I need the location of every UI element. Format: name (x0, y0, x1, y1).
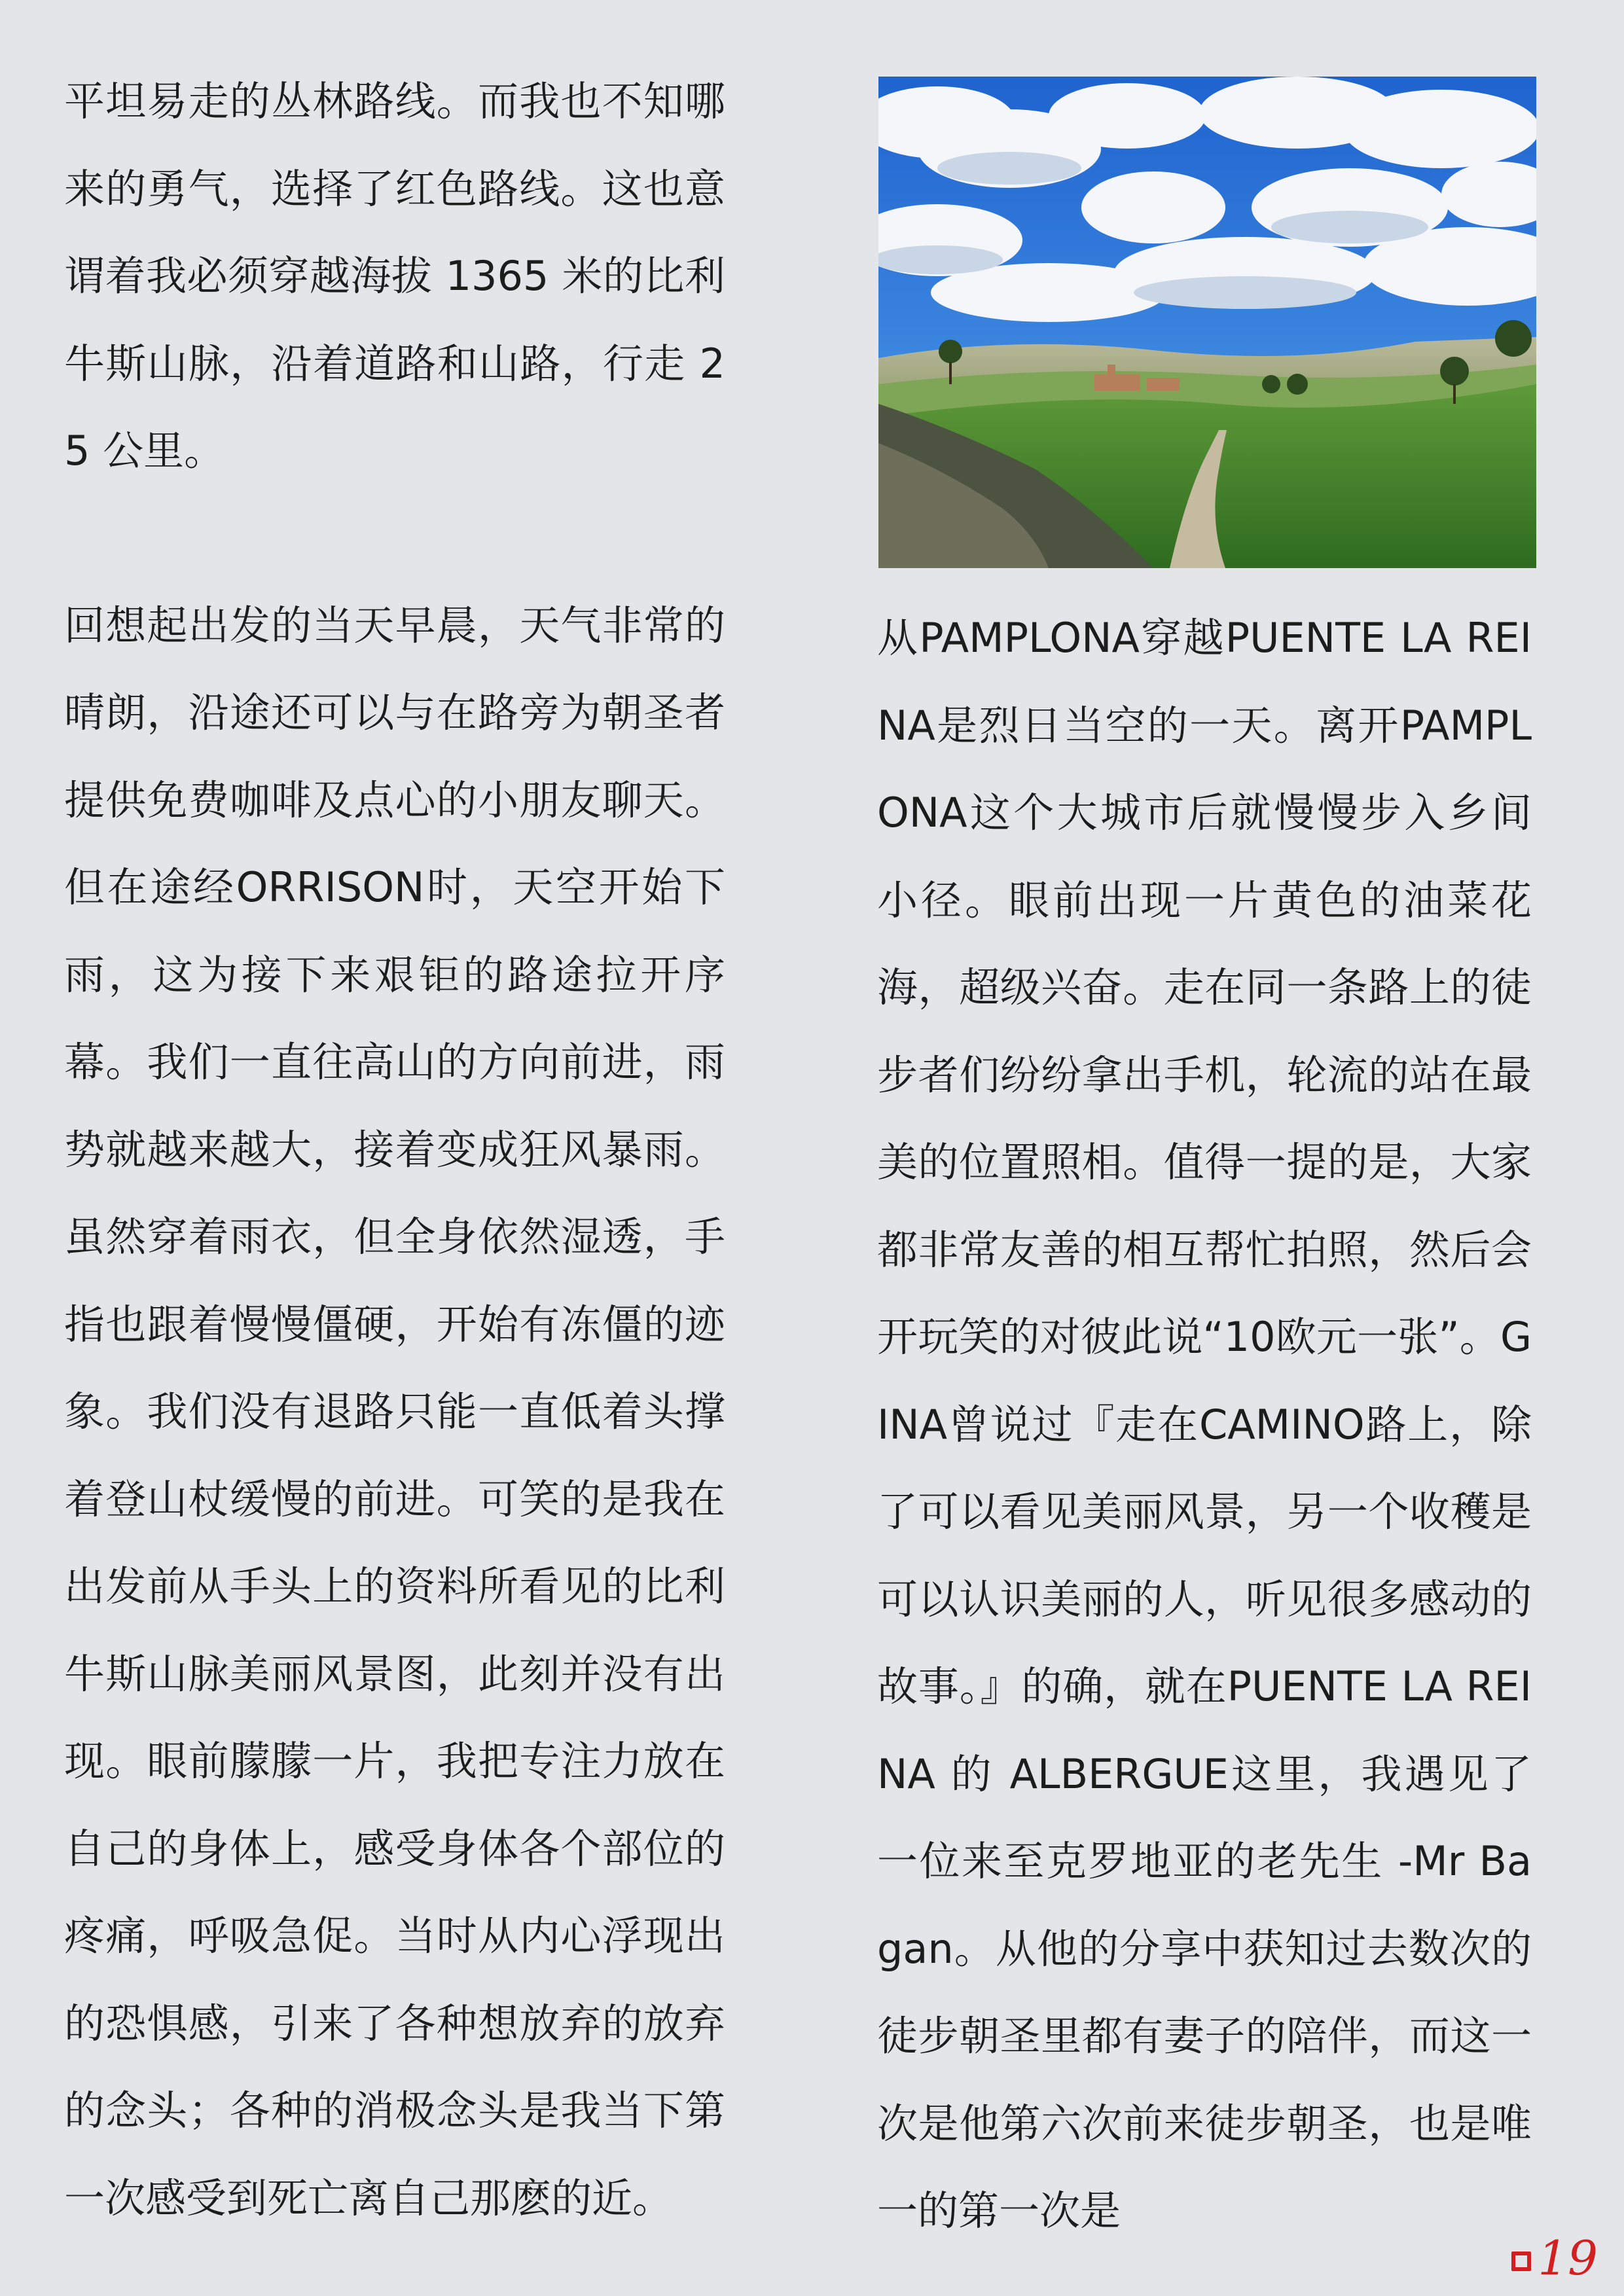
right-paragraph-1: 从PAMPLONA穿越PUENTE LA REINA是烈日当空的一天。离开PAMPLONA这个大城市后就慢慢步入乡间小径。眼前出现一片黄色的油菜花海，超级兴奋。走在同一条路上的徒步者们纷纷拿出手机，轮流的站在最美的位置照相。值得一提的是，大家都非常友善的相互帮忙拍照，然后会开玩笑的对彼此说“10欧元一张”。GINA曾说过『走在CAMINO路上，除了可以看见美丽风景，另一个收穫是可以认识美丽的人，听见很多感动的故事。』的确，就在PUENTE LA REINA 的 ALBERGUE这里，我遇见了一位来至克罗地亚的老先生 -Mr Bagan。从他的分享中获知过去数次的徒步朝圣里都有妻子的陪伴，而这一次是他第六次前来徒步朝圣，也是唯一的第一次是 (877, 614, 1532, 2234)
page-marker-icon (1511, 2251, 1531, 2271)
left-paragraph-2: 回想起出发的当天早晨，天气非常的晴朗，沿途还可以与在路旁为朝圣者提供免费咖啡及点心的小朋友聊天。但在途经ORRISON时，天空开始下雨，这为接下来艰钜的路途拉开序幕。我们一直往高山的方向前进，雨势就越来越大，接着变成狂风暴雨。虽然穿着雨衣，但全身依然湿透，手指也跟着慢慢僵硬，开始有冻僵的迹象。我们没有退路只能一直低着头撑着登山杖缓慢的前进。可笑的是我在出发前从手头上的资料所看见的比利牛斯山脉美丽风景图，此刻并没有出现。眼前朦朦一片，我把专注力放在自己的身体上，感受身体各个部位的疼痛，呼吸急促。当时从内心浮现出的恐惧感，引来了各种想放弃的放弃的念头；各种的消极念头是我当下第一次感受到死亡离自己那麽的近。 (64, 601, 725, 2222)
left-paragraph-1: 平坦易走的丛林路线。而我也不知哪来的勇气，选择了红色路线。这也意谓着我必须穿越海拔 1365 米的比利牛斯山脉，沿着道路和山路，行走 25 公里。 (64, 77, 725, 475)
right-column (877, 594, 1532, 2255)
left-column (64, 0, 725, 2242)
page-number (1511, 2231, 1598, 2286)
landscape-photo (878, 77, 1536, 568)
page-number-text: 19 (1538, 2231, 1598, 2286)
